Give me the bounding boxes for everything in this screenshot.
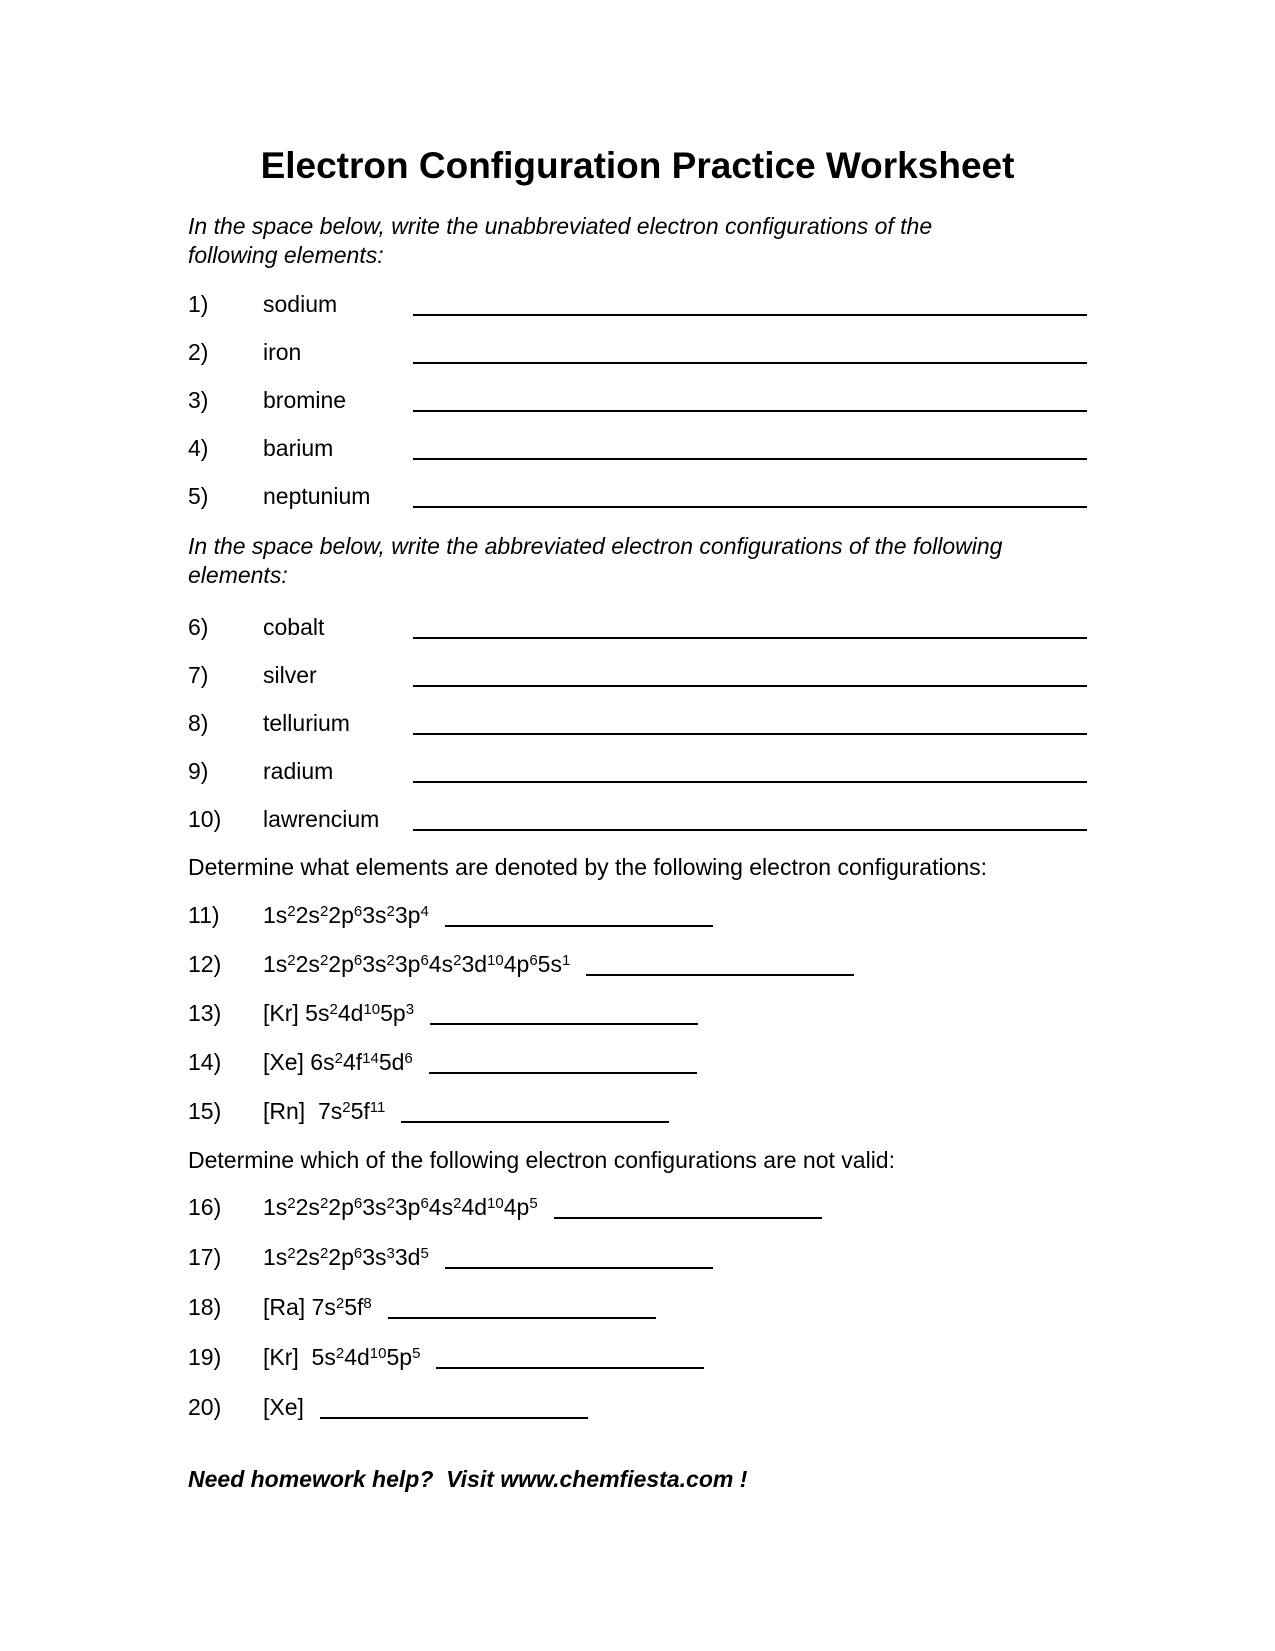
electron-configuration: [Kr] $5s^24d^{10}5p^3$ <box>263 1000 415 1026</box>
answer-line <box>413 733 1087 735</box>
answer-line <box>413 781 1087 783</box>
answer-line <box>413 362 1087 364</box>
item-number: 1) <box>188 291 209 317</box>
item-number: 15) <box>188 1098 222 1124</box>
answer-line <box>445 925 713 927</box>
answer-line <box>554 1217 822 1219</box>
worksheet-item-row <box>188 615 1087 639</box>
answer-line <box>401 1121 669 1123</box>
electron-configuration: [Kr] $5s^24d^{10}5p^5$ <box>263 1344 421 1370</box>
item-number: 19) <box>188 1344 222 1370</box>
worksheet-item-row <box>188 903 1087 927</box>
worksheet-item-row <box>188 711 1087 735</box>
item-number: 17) <box>188 1244 222 1270</box>
instruction-line: following elements: <box>188 242 384 268</box>
electron-configuration: [Rn] $7s^25f^{11}$ <box>263 1098 386 1124</box>
answer-line <box>430 1023 698 1025</box>
item-number: 16) <box>188 1194 222 1220</box>
worksheet-item-row <box>188 952 1087 976</box>
item-number: 13) <box>188 1000 222 1026</box>
element-name: sodium <box>263 291 338 317</box>
worksheet-item-row <box>188 1395 1087 1419</box>
section1-instructions <box>188 212 1087 270</box>
item-number: 3) <box>188 387 209 413</box>
worksheet-item-row <box>188 1050 1087 1074</box>
page-title: Electron Configuration Practice Worksheet <box>260 145 1015 186</box>
item-number: 9) <box>188 758 209 784</box>
section3-instructions: Determine what elements are denoted by the following electron configurations: <box>188 854 988 880</box>
instruction-line: In the space below, write the unabbreviated electron configurations of the <box>188 213 933 239</box>
element-name: barium <box>263 435 334 461</box>
electron-configuration: $1s^22s^22p^63s^23p^64s^23d^{10}4p^65s^1$ <box>263 951 571 977</box>
answer-line <box>413 637 1087 639</box>
item-number: 18) <box>188 1294 222 1320</box>
worksheet-item-row <box>188 1295 1087 1319</box>
answer-line <box>413 314 1087 316</box>
item-number: 11) <box>188 902 220 928</box>
worksheet-item-row <box>188 1001 1087 1025</box>
answer-line <box>586 974 854 976</box>
item-number: 2) <box>188 339 209 365</box>
answer-line <box>429 1072 697 1074</box>
element-name: silver <box>263 662 317 688</box>
section3-items <box>188 903 1087 1123</box>
answer-line <box>388 1317 656 1319</box>
answer-line <box>445 1267 713 1269</box>
worksheet-item-row <box>188 340 1087 364</box>
electron-configuration: $1s^22s^22p^63s^23p^64s^24d^{10}4p^5$ <box>263 1194 538 1220</box>
answer-line <box>413 458 1087 460</box>
element-name: tellurium <box>263 710 350 736</box>
answer-line <box>413 685 1087 687</box>
electron-configuration: [Xe] $6s^24f^{14}5d^6$ <box>263 1049 413 1075</box>
item-number: 10) <box>188 806 222 832</box>
instruction-line: In the space below, write the abbreviated electron configurations of the following <box>188 533 1003 559</box>
section2-instructions <box>188 532 1087 590</box>
electron-configuration: $1s^22s^22p^63s^23p^4$ <box>263 902 429 928</box>
section4-instructions: Determine which of the following electron configurations are not valid: <box>188 1147 895 1173</box>
element-name: lawrencium <box>263 806 380 832</box>
worksheet-item-row <box>188 388 1087 412</box>
element-name: radium <box>263 758 334 784</box>
section1-items <box>188 292 1087 508</box>
instruction-line: elements: <box>188 562 288 588</box>
item-number: 4) <box>188 435 209 461</box>
answer-line <box>320 1417 588 1419</box>
electron-configuration: $1s^22s^22p^63s^33d^5$ <box>263 1244 429 1270</box>
worksheet-item-row <box>188 1195 1087 1219</box>
worksheet-item-row <box>188 484 1087 508</box>
element-name: neptunium <box>263 483 371 509</box>
section4-items <box>188 1195 1087 1419</box>
worksheet-item-row <box>188 663 1087 687</box>
item-number: 5) <box>188 483 209 509</box>
item-number: 12) <box>188 951 222 977</box>
worksheet-item-row <box>188 759 1087 783</box>
section2-items <box>188 615 1087 831</box>
item-number: 6) <box>188 614 209 640</box>
item-number: 14) <box>188 1049 222 1075</box>
element-name: iron <box>263 339 302 365</box>
worksheet-item-row <box>188 1245 1087 1269</box>
worksheet-item-row <box>188 1099 1087 1123</box>
worksheet-item-row <box>188 1345 1087 1369</box>
answer-line <box>413 506 1087 508</box>
electron-configuration: [Ra] $7s^25f^8$ <box>263 1294 372 1320</box>
worksheet-item-row <box>188 292 1087 316</box>
item-number: 8) <box>188 710 209 736</box>
worksheet-item-row <box>188 436 1087 460</box>
answer-line <box>413 410 1087 412</box>
worksheet-item-row <box>188 807 1087 831</box>
answer-line <box>436 1367 704 1369</box>
element-name: bromine <box>263 387 347 413</box>
electron-configuration: [Xe] <box>263 1394 304 1420</box>
item-number: 20) <box>188 1394 222 1420</box>
website-footer: Need homework help? Visit www.chemfiesta.com ! <box>188 1466 748 1492</box>
answer-line <box>413 829 1087 831</box>
item-number: 7) <box>188 662 209 688</box>
element-name: cobalt <box>263 614 325 640</box>
